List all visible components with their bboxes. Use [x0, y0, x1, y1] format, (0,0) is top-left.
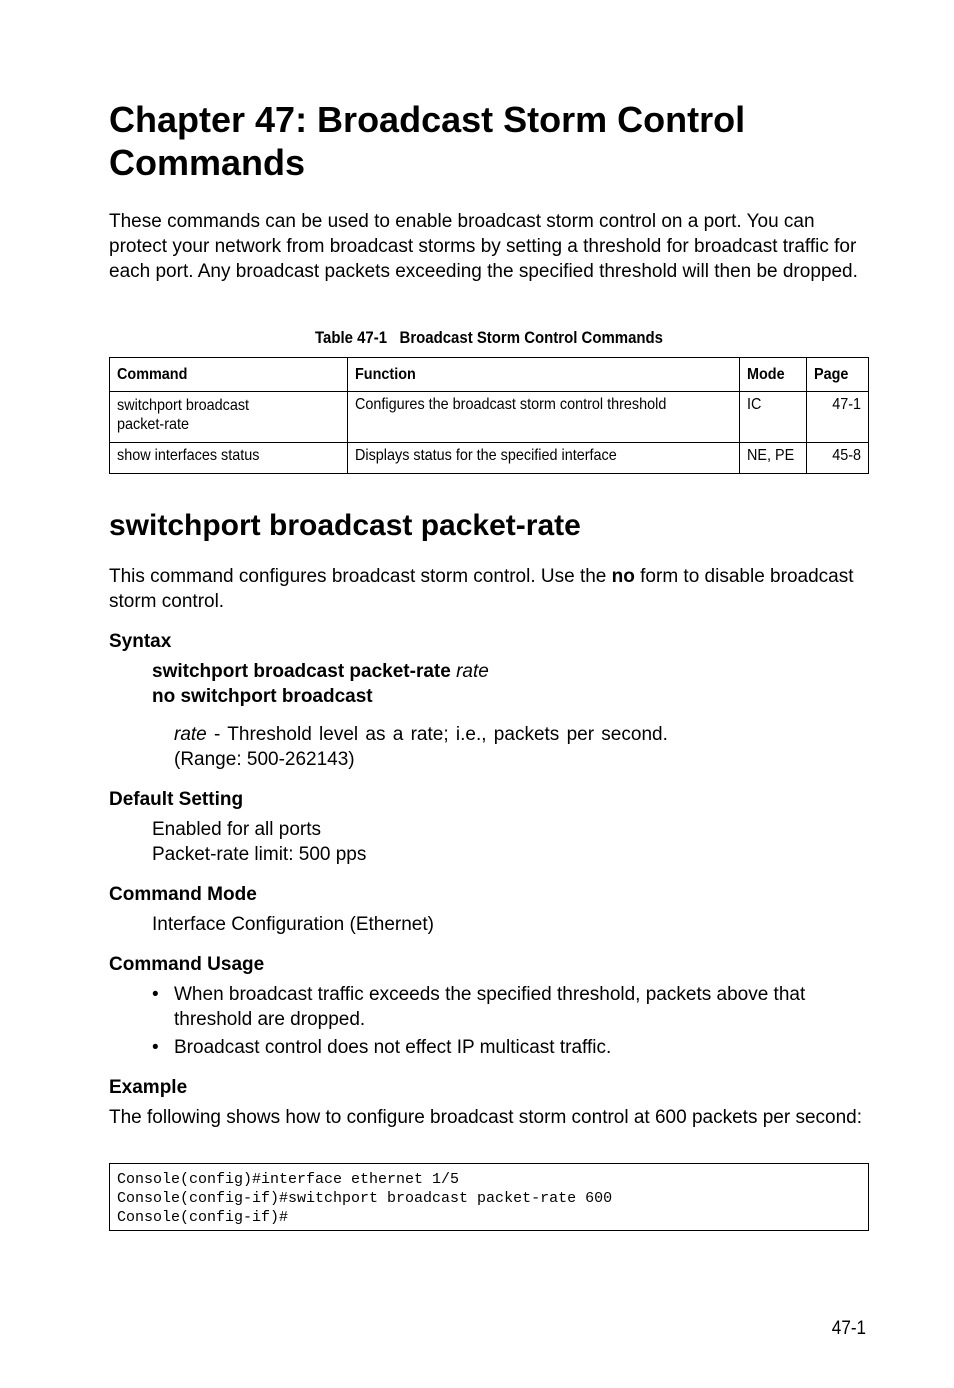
cell-page: 47-1: [807, 392, 869, 443]
code-line: Console(config)#interface ethernet 1/5: [117, 1171, 460, 1188]
cell-function: Configures the broadcast storm control threshold: [348, 392, 740, 443]
list-item: • Broadcast control does not effect IP multicast traffic.: [152, 1037, 612, 1058]
header-page: Page: [807, 358, 869, 392]
example-text: The following shows how to configure broadcast storm control at 600 packets per second:: [109, 1107, 863, 1128]
example-heading: Example: [109, 1077, 188, 1098]
syntax-line-1: switchport broadcast packet-rate rate: [152, 661, 489, 682]
chapter-title: [109, 98, 829, 184]
intro-paragraph: These commands can be used to enable broadcast storm control on a port. You can protect your network from broadcast storms by setting a threshold for broadcast traffic for each port. Any broadcast packets exceeding the specified threshold will then be dropped.: [109, 211, 858, 282]
command-usage-list: [152, 982, 869, 1063]
cell-command: show interfaces status: [110, 443, 348, 474]
header-function: Function: [348, 358, 740, 392]
table-row: [110, 443, 869, 474]
syntax-heading: Syntax: [109, 631, 172, 652]
table-caption: Table 47-1 Broadcast Storm Control Commands: [314, 328, 664, 347]
cell-function: Displays status for the specified interface: [348, 443, 740, 474]
command-mode-heading: Command Mode: [109, 884, 257, 905]
syntax-param: rate - Threshold level as a rate; i.e., packets per second.: [174, 724, 668, 745]
command-usage-heading: Command Usage: [109, 954, 265, 975]
cell-command: switchport broadcast packet-rate: [110, 392, 348, 443]
bullet-icon: •: [152, 1037, 159, 1058]
cell-mode: NE, PE: [739, 443, 806, 474]
bullet-icon: •: [152, 984, 159, 1005]
default-setting-heading: Default Setting: [109, 789, 244, 810]
syntax-param-range: (Range: 500-262143): [174, 749, 355, 770]
code-block: [109, 1163, 869, 1231]
default-setting-line-2: Packet-rate limit: 500 pps: [152, 844, 367, 865]
header-mode: Mode: [739, 358, 806, 392]
header-command: Command: [110, 358, 348, 392]
table-header-row: [110, 358, 869, 392]
chapter-title-line2: Commands: [109, 142, 306, 183]
command-mode-text: Interface Configuration (Ethernet): [152, 914, 434, 935]
section-title: switchport broadcast packet-rate: [109, 509, 581, 542]
commands-table: [109, 357, 869, 474]
code-line: Console(config-if)#: [117, 1209, 289, 1226]
default-setting-line-1: Enabled for all ports: [152, 819, 321, 840]
chapter-title-line1: Chapter 47: Broadcast Storm Control: [109, 99, 746, 140]
code-line: Console(config-if)#switchport broadcast packet-rate 600: [117, 1190, 613, 1207]
section-intro: This command configures broadcast storm control. Use the no form to disable broadcast storm control.: [109, 566, 854, 612]
list-item: • When broadcast traffic exceeds the specified threshold, packets above that threshold are dropped.: [152, 984, 806, 1030]
syntax-line-2: no switchport broadcast: [152, 686, 373, 707]
table-row: [110, 392, 869, 443]
page-number: 47-1: [831, 1318, 866, 1339]
cell-page: 45-8: [807, 443, 869, 474]
cell-mode: IC: [739, 392, 806, 443]
